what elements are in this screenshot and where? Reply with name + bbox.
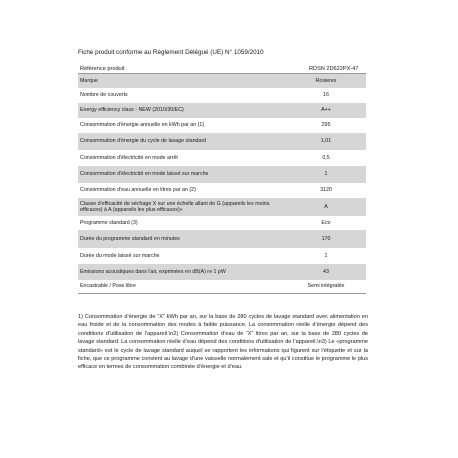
row-label: Consommation d'énergie du cycle de lavage standard xyxy=(78,133,286,150)
row-label: Encastrable / Pose libre xyxy=(78,280,286,293)
table-row xyxy=(78,150,366,166)
table-row xyxy=(78,230,366,248)
sheet-title: Fiche produit conforme au Règlement Délégué (UE) N° 1059/2010 xyxy=(78,49,264,56)
row-label: Consommation d'électricité en mode arrêt xyxy=(78,150,286,166)
row-label: Classe d'efficacité de séchage X sur une échelle allant de G (appareils les moins efficaces) à A (appareils les plus efficaces)» xyxy=(78,198,286,216)
row-value: 0,5 xyxy=(286,150,366,166)
table-row xyxy=(78,216,366,230)
row-value: 43 xyxy=(286,264,366,280)
row-label: Energy efficiency class - NEW (2010/30/EC) xyxy=(78,103,286,118)
row-value: A++ xyxy=(286,103,366,118)
row-label: Emissions acoustiques dans l'air, exprimées en dB(A) re 1 pW xyxy=(78,264,286,280)
table-row xyxy=(78,248,366,264)
row-value: A xyxy=(286,198,366,216)
row-label: Durée du programme standard en minutes xyxy=(78,230,286,248)
table-row xyxy=(78,183,366,198)
row-value: 1 xyxy=(286,166,366,183)
row-label: Programme standard (3) xyxy=(78,216,286,230)
table-row xyxy=(78,198,366,216)
row-label: Consommation d'énergie annuelle en kWh par an (1) xyxy=(78,118,286,133)
table-row xyxy=(78,118,366,133)
table-row xyxy=(78,133,366,150)
spec-table xyxy=(78,74,366,294)
reference-row xyxy=(78,65,366,74)
row-label: Durée du mode laissé sur marche xyxy=(78,248,286,264)
row-value: 170 xyxy=(286,230,366,248)
row-label: Nombre de couverts xyxy=(78,88,286,103)
table-row xyxy=(78,280,366,293)
footnote: 1) Consommation d’énergie de “X” kWh par an, sur la base de 280 cycles de lavage standard avec alimentation en eau froide et de la consommation des modes à faible puissance. La consommation réelle d’énergie dépend des conditions d’utilisation de l’appareil.\n2) Consommation d’eau de “X” litres par an, sur la base de 280 cycles de lavage standard. La consommation réelle d’eau dépend des conditions d’utilisation de l’appareil.\n3) Le «programme standard» est le cycle de lavage standard auquel se rapportent les informations qui figurent sur l’étiquette et sur la fiche, que ce programme convient au lavage d’une vaisselle normalement sale et qu’il constitue le programme le plus efficace en termes de consommation combinée d’énergie et d’eau. xyxy=(78,314,368,371)
product-sheet xyxy=(78,49,366,294)
reference-label: Référence produit xyxy=(80,66,125,72)
table-row xyxy=(78,88,366,103)
row-value: 1 xyxy=(286,248,366,264)
row-label: Consommation d'eau annuelle en litres par an (2) xyxy=(78,183,286,198)
table-row xyxy=(78,166,366,183)
row-label: Marque xyxy=(78,74,286,88)
row-value: 1,01 xyxy=(286,133,366,150)
row-label: Consommation d'électricité en mode laissé sur marche xyxy=(78,166,286,183)
row-value: Eco xyxy=(286,216,366,230)
table-row xyxy=(78,74,366,88)
table-row xyxy=(78,103,366,118)
table-row xyxy=(78,264,366,280)
reference-value: RDSN 2D622PX-47 xyxy=(309,66,359,72)
row-value: 3120 xyxy=(286,183,366,198)
row-value: 295 xyxy=(286,118,366,133)
row-value: Rosieres xyxy=(286,74,366,88)
row-value: Semi intégrable xyxy=(286,280,366,293)
row-value: 16 xyxy=(286,88,366,103)
